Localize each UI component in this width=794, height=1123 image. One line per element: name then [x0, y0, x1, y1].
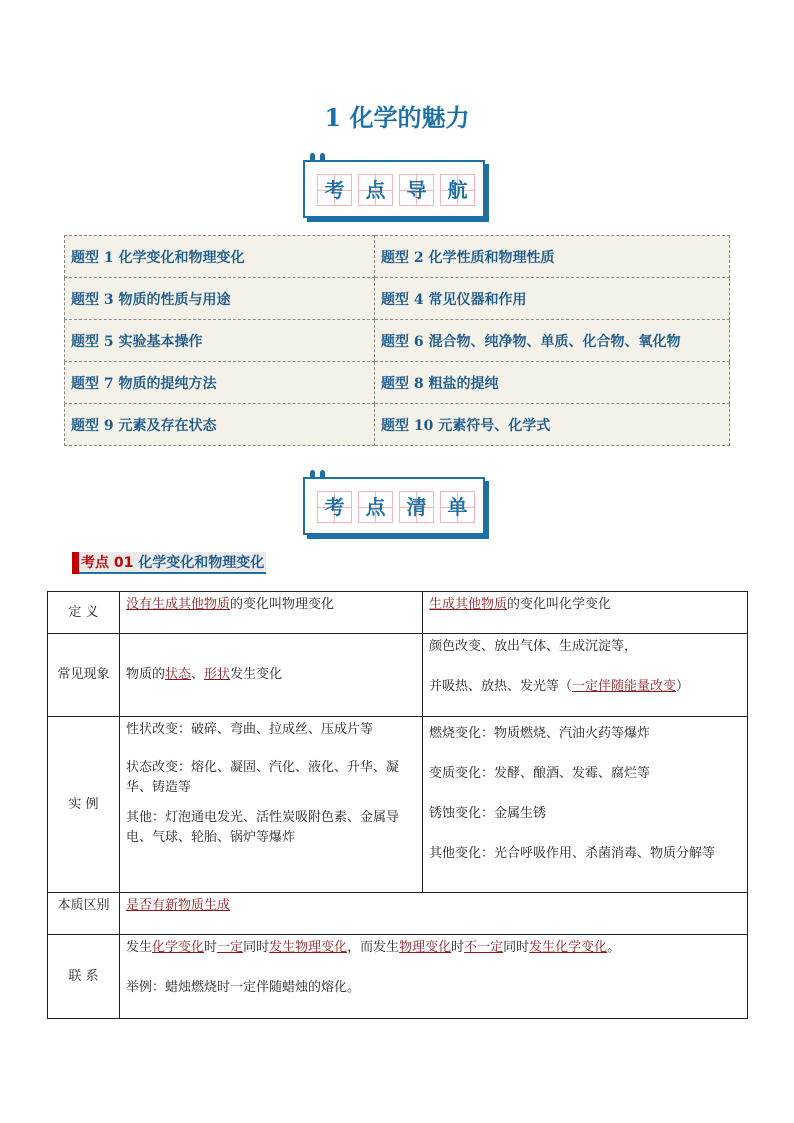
relation-cell	[120, 935, 748, 1019]
banner-char: 考	[317, 491, 352, 523]
cell-text: 、	[191, 667, 205, 682]
question-type-table	[64, 235, 730, 446]
banner-char: 点	[358, 491, 393, 523]
underlined-text: 形状	[204, 667, 231, 682]
cell-text: 时	[204, 940, 218, 955]
question-type-cell: 题型 9 元素及存在状态	[65, 404, 375, 446]
underlined-text: 化学变化	[152, 940, 205, 955]
example-line: 燃烧变化：物质燃烧、汽油火药等爆炸	[429, 726, 651, 741]
table-row	[65, 278, 730, 320]
banner-char: 点	[358, 174, 393, 206]
example-line: 其他变化：光合呼吸作用、杀菌消毒、物质分解等	[429, 846, 716, 861]
question-type-cell: 题型 2 化学性质和物理性质	[375, 236, 730, 278]
table-row	[65, 320, 730, 362]
row-label: 本质区别	[48, 893, 120, 935]
underlined-text: 状态	[165, 667, 192, 682]
cell-text: ）	[676, 679, 690, 694]
chemical-change-cell	[423, 634, 748, 717]
question-type-cell: 题型 1 化学变化和物理变化	[65, 236, 375, 278]
cell-text: ，而发生	[347, 940, 400, 955]
physical-change-cell	[120, 592, 423, 634]
underlined-text: 没有生成其他物质	[126, 597, 231, 612]
cell-text: 同时	[243, 940, 270, 955]
chemical-change-cell	[423, 592, 748, 634]
row-label: 实 例	[48, 717, 120, 893]
table-row	[48, 634, 748, 717]
underlined-text: 一定伴随能量改变	[572, 679, 677, 694]
banner-char: 航	[440, 174, 475, 206]
banner-char: 单	[440, 491, 475, 523]
banner-char: 导	[399, 174, 434, 206]
cell-text: 的变化叫物理变化	[230, 597, 335, 612]
question-type-cell: 题型 10 元素符号、化学式	[375, 404, 730, 446]
underlined-text: 物理变化	[399, 940, 452, 955]
comparison-table	[47, 591, 748, 1019]
cell-text: 的变化叫化学变化	[507, 597, 612, 612]
question-type-cell: 题型 5 实验基本操作	[65, 320, 375, 362]
banner-exam-checklist	[303, 470, 487, 538]
table-row	[65, 236, 730, 278]
cell-text: 发生变化	[230, 667, 283, 682]
page-title: 1 化学的魅力	[324, 103, 470, 132]
question-type-cell: 题型 6 混合物、纯净物、单质、化合物、氧化物	[375, 320, 730, 362]
table-row	[48, 935, 748, 1019]
banner-frame	[303, 477, 485, 535]
section-marker	[72, 552, 79, 574]
section-prefix: 考点 01	[81, 555, 134, 571]
example-line: 状态改变：熔化、凝固、汽化、液化、升华、凝华、铸造等	[126, 760, 400, 795]
table-row	[65, 362, 730, 404]
banner-char: 清	[399, 491, 434, 523]
underlined-text: 发生物理变化	[269, 940, 348, 955]
table-row	[65, 404, 730, 446]
example-line: 性状改变：破碎、弯曲、拉成丝、压成片等	[126, 722, 374, 737]
section-title: 化学变化和物理变化	[138, 555, 265, 571]
example-line: 举例：蜡烛燃烧时一定伴随蜡烛的熔化。	[126, 980, 361, 995]
banner-frame	[303, 160, 485, 218]
cell-text: 发生	[126, 940, 153, 955]
cell-text: 并吸热、放热、发光等（	[429, 679, 573, 694]
underlined-text: 发生化学变化	[529, 940, 608, 955]
row-label: 常见现象	[48, 634, 120, 717]
table-row	[48, 717, 748, 893]
example-line: 其他：灯泡通电发光、活性炭吸附色素、金属导电、气球、轮胎、锅炉等爆炸	[126, 810, 400, 845]
cell-text: 物质的	[126, 667, 166, 682]
question-type-cell: 题型 7 物质的提纯方法	[65, 362, 375, 404]
question-type-cell: 题型 3 物质的性质与用途	[65, 278, 375, 320]
physical-change-cell	[120, 634, 423, 717]
cell-text: 颜色改变、放出气体、生成沉淀等，	[429, 639, 638, 654]
essential-difference-cell	[120, 893, 748, 935]
physical-change-cell	[120, 717, 423, 893]
example-line: 变质变化：发酵、酿酒、发霉、腐烂等	[429, 766, 651, 781]
row-label: 定 义	[48, 592, 120, 634]
question-type-cell: 题型 4 常见仪器和作用	[375, 278, 730, 320]
cell-text: 时	[451, 940, 465, 955]
cell-text: 同时	[503, 940, 530, 955]
table-row	[48, 592, 748, 634]
underlined-text: 一定	[217, 940, 244, 955]
underlined-text: 生成其他物质	[429, 597, 508, 612]
table-row	[48, 893, 748, 935]
underlined-text: 不一定	[464, 940, 504, 955]
banner-char: 考	[317, 174, 352, 206]
section-heading	[72, 552, 266, 574]
question-type-cell: 题型 8 粗盐的提纯	[375, 362, 730, 404]
example-line: 锈蚀变化：金属生锈	[429, 806, 547, 821]
chemical-change-cell	[423, 717, 748, 893]
row-label: 联 系	[48, 935, 120, 1019]
underlined-text: 是否有新物质生成	[126, 898, 231, 913]
cell-text: 。	[607, 940, 621, 955]
banner-exam-navigation	[303, 153, 487, 221]
